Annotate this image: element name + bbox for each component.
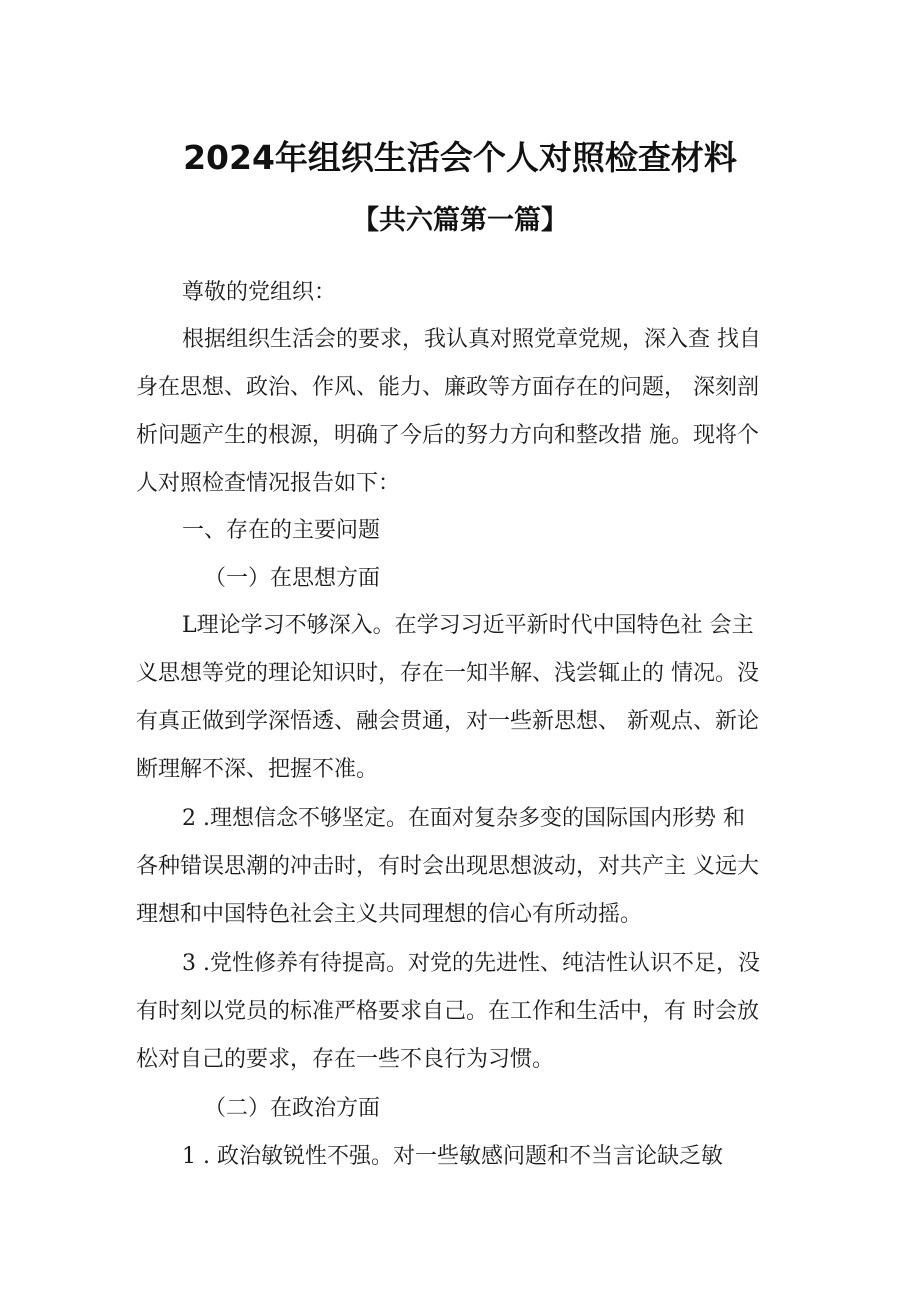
subsection-1-heading: （一）在思想方面 [204,566,381,591]
section-1-heading: 一、存在的主要问题 [182,518,381,543]
document-subtitle: 【共六篇第一篇】 [352,205,568,236]
intro-line-2: 身在思想、政治、作风、能力、廉政等方面存在的问题， 深刻剖 [136,375,759,400]
intro-line-3: 析问题产生的根源，明确了今后的努力方向和整改措 施。现将个 [136,423,759,448]
item-1-line-3: 有真正做到学深悟透、融会贯通，对一些新思想、 新观点、新论 [136,709,759,734]
item-1-line-1: L理论学习不够深入。在学习习近平新时代中国特色社 会主 [182,613,754,638]
item-3-line-3: 松对自己的要求，存在一些不良行为习惯。 [136,1047,555,1072]
item-3-line-1: 3 .党性修养有待提高。对党的先进性、纯洁性认识不足，没 [182,951,760,976]
document-title: 2024年组织生活会个人对照检查材料 [183,138,737,177]
subsection-2-heading: （二）在政治方面 [204,1096,381,1121]
item-2-line-1: 2 .理想信念不够坚定。在面对复杂多变的国际国内形势 和 [182,806,745,831]
item-1-line-2: 义思想等党的理论知识时，存在一知半解、浅尝辄止的 情况。没 [136,661,759,686]
intro-line-1: 根据组织生活会的要求，我认真对照党章党规，深入查 找自 [182,327,761,352]
item-3-line-2: 有时刻以党员的标准严格要求自己。在工作和生活中，有 时会放 [136,999,759,1024]
item-2-line-2: 各种错误思潮的冲击时，有时会出现思想波动，对共产主 义远大 [136,854,759,879]
intro-line-4: 人对照检查情况报告如下： [136,471,401,496]
item-4-line-1: 1 . 政治敏锐性不强。对一些敏感问题和不当言论缺乏敏 [182,1144,723,1169]
item-2-line-3: 理想和中国特色社会主义共同理想的信心有所动摇。 [136,902,643,927]
item-1-line-4: 断理解不深、把握不准。 [136,757,379,782]
greeting: 尊敬的党组织： [182,280,337,305]
